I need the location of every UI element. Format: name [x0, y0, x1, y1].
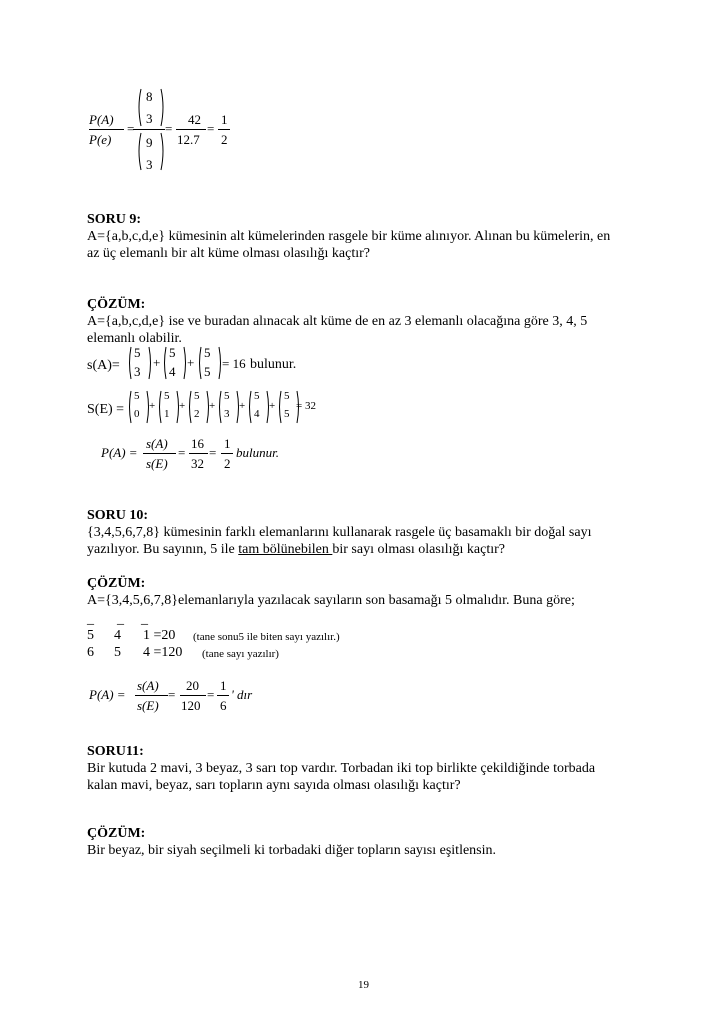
sa-binom-parens [128, 346, 228, 386]
pa-suffix: bulunur. [236, 445, 279, 460]
fraction-bar [133, 129, 165, 130]
plus-sign: + [153, 355, 161, 370]
pa-numerator: s(A) [146, 436, 168, 451]
underlined-text: tam bölünebilen [238, 542, 333, 557]
binom-bottom: 3 [134, 364, 141, 379]
plus-sign: + [149, 400, 156, 412]
fraction-denominator: 6 [220, 698, 227, 713]
plus-sign: + [239, 400, 246, 412]
binom-bottom: 4 [169, 364, 176, 379]
soru10-line: {3,4,5,6,7,8} kümesinin farklı elemanlarını kullanarak rasgele üç basamaklı bir doğal sayı [87, 525, 592, 540]
fraction-bar [180, 695, 206, 696]
equals-sign: = [168, 687, 176, 702]
fraction-bar [143, 453, 176, 454]
binom-top: 5 [194, 390, 200, 402]
fraction-numerator: 42 [188, 112, 201, 127]
soru9-line: az üç elemanlı bir alt küme olması olasılığı kaçtır? [87, 246, 371, 261]
binom-top: 5 [224, 390, 230, 402]
soru10-line [87, 542, 505, 558]
lhs-numerator: P(A) [89, 112, 114, 127]
pa-denominator: s(E) [137, 698, 159, 713]
sa-suffix: bulunur. [250, 357, 297, 372]
product: 1 =20 [143, 628, 176, 643]
dash: _ [117, 612, 124, 627]
dash: _ [141, 612, 148, 627]
binom-bottom: 0 [134, 408, 140, 420]
binom-bottom: 2 [194, 408, 200, 420]
soru9-line: A={a,b,c,d,e} kümesinin alt kümelerinden rasgele bir küme alınıyor. Alınan bu kümelerin, en [87, 229, 611, 244]
fraction-bar [189, 453, 208, 454]
binom-top: 5 [134, 390, 140, 402]
fraction-bar [221, 453, 233, 454]
cozum11-line: Bir beyaz, bir siyah seçilmeli ki torbadaki diğer topların sayısı eşitlensin. [87, 843, 497, 858]
fraction-bar [89, 129, 124, 130]
text-run: yazılıyor. Bu sayının, 5 ile [87, 542, 239, 557]
pa-denominator: s(E) [146, 456, 168, 471]
cozum10-heading: ÇÖZÜM: [87, 576, 146, 591]
cozum9-line: elemanlı olabilir. [87, 331, 182, 346]
fraction-bar [217, 695, 229, 696]
plus-sign: + [187, 355, 195, 370]
equals-sign: = [178, 445, 186, 460]
binom-bottom: 3 [146, 111, 153, 126]
pa-numerator: s(A) [137, 678, 159, 693]
binom-bottom: 4 [254, 408, 260, 420]
binom-top: 5 [134, 345, 141, 360]
equals-sign: = [209, 445, 217, 460]
fraction-denominator: 120 [181, 698, 201, 713]
binom-top: 5 [164, 390, 170, 402]
fraction-bar [176, 129, 206, 130]
binom-bottom: 5 [284, 408, 290, 420]
digit: 5 [87, 628, 94, 643]
pa-lhs: P(A) = [89, 687, 126, 702]
binom-top: 5 [284, 390, 290, 402]
soru10-heading: SORU 10: [87, 508, 149, 523]
fraction-bar [135, 695, 168, 696]
binom-top: 8 [146, 89, 153, 104]
cozum10-line: A={3,4,5,6,7,8}elemanlarıyla yazılacak sayıların son basamağı 5 olmalıdır. Buna göre; [87, 593, 575, 608]
fraction-denominator: 2 [224, 456, 231, 471]
cozum9-line: A={a,b,c,d,e} ise ve buradan alınacak alt küme de en az 3 elemanlı olacağına göre 3, 4, 5 [87, 314, 588, 329]
fraction-denominator: 12.7 [177, 132, 200, 147]
binom-bottom: 3 [146, 157, 153, 172]
plus-sign: + [209, 400, 216, 412]
soru11-line: kalan mavi, beyaz, sarı topların aynı sayıda olması olasılığı kaçtır? [87, 778, 461, 793]
digit: 4 [114, 628, 121, 643]
text-run: bir sayı olması olasılığı kaçtır? [332, 542, 505, 557]
note: (tane sayı yazılır) [202, 648, 279, 660]
equals-sign: = [165, 121, 173, 136]
fraction-bar [218, 129, 230, 130]
plus-sign: + [179, 400, 186, 412]
soru11-line: Bir kutuda 2 mavi, 3 beyaz, 3 sarı top vardır. Torbadan iki top birlikte çekildiğinde torbada [87, 761, 596, 776]
digit: 5 [114, 645, 121, 660]
fraction-denominator: 32 [191, 456, 204, 471]
pa-lhs: P(A) = [101, 445, 138, 460]
equals-sign: = [207, 121, 215, 136]
binom-bottom: 3 [224, 408, 230, 420]
equals-sign: = [127, 121, 135, 136]
sa-result: = 16 [222, 356, 246, 371]
cozum11-heading: ÇÖZÜM: [87, 826, 146, 841]
binom-bottom: 1 [164, 408, 170, 420]
soru11-heading: SORU11: [87, 744, 144, 759]
fraction-numerator: 1 [220, 678, 227, 693]
equals-sign: = [207, 687, 215, 702]
binom-top: 5 [254, 390, 260, 402]
binom-bottom: 5 [204, 364, 211, 379]
cozum9-heading: ÇÖZÜM: [87, 297, 146, 312]
binom-top: 9 [146, 135, 153, 150]
soru9-heading: SORU 9: [87, 212, 142, 227]
se-label: S(E) = [87, 402, 125, 417]
note: (tane sonu5 ile biten sayı yazılır.) [193, 631, 340, 643]
dash: _ [87, 612, 94, 627]
page-number: 19 [358, 979, 369, 991]
plus-sign: + [269, 400, 276, 412]
fraction-numerator: 20 [186, 678, 199, 693]
digit: 6 [87, 645, 94, 660]
sa-label: s(A)= [87, 358, 120, 373]
se-result: = 32 [296, 400, 316, 412]
lhs-denominator: P(e) [89, 132, 112, 147]
fraction-numerator: 1 [224, 436, 231, 451]
binom-top: 5 [204, 345, 211, 360]
binom-top: 5 [169, 345, 176, 360]
pa-suffix: ' dır [231, 687, 253, 702]
product: 4 =120 [143, 645, 183, 660]
fraction-numerator: 1 [221, 112, 228, 127]
fraction-numerator: 16 [191, 436, 204, 451]
fraction-denominator: 2 [221, 132, 228, 147]
